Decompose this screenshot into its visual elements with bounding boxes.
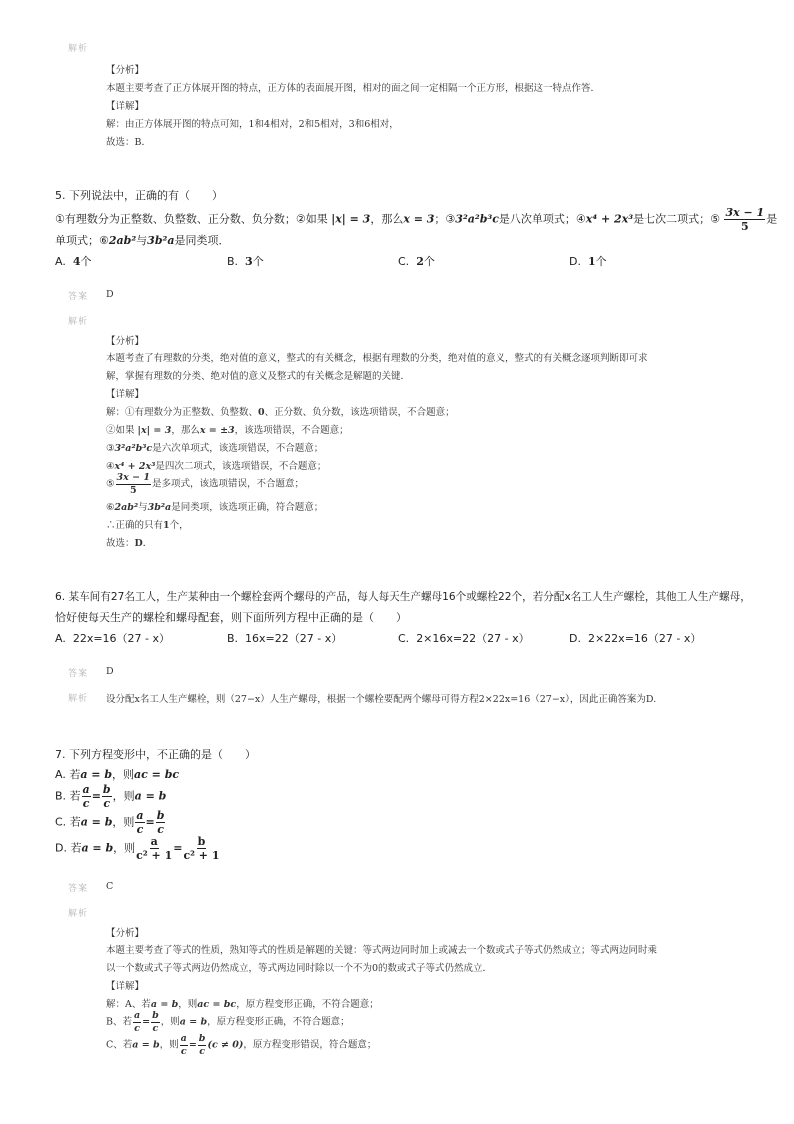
q7c-frac-2: $\frac{b}{c}$: [156, 809, 165, 836]
solution-text: 解：由正方体展开图的特点可知，1和4相对，2和5相对，3和6相对，: [106, 119, 399, 130]
q7-stepb-frac-1: $\frac{a}{c}$: [133, 1010, 141, 1034]
q5-step-3: ③3²a²b³c是六次单项式，该选项错误，不合题意；: [106, 443, 324, 454]
q7-heading-xiangjie: 【详解】: [106, 981, 145, 992]
q6-option-c[interactable]: C. 2×16x=22（27 - x）: [398, 632, 530, 645]
q6-explanation: 设分配x名工人生产螺栓，则（27−x）人生产螺母，根据一个螺栓要配两个螺母可得方程2×22x=16（27−x），因此正确答案为D.: [106, 694, 657, 705]
q7-heading-fenxi: 【分析】: [106, 928, 145, 939]
q5-step-4: ④x⁴ + 2x³是四次二项式，该选项错误，不合题意；: [106, 461, 327, 472]
q5-stem-line1: ①有理数分为正整数、负整数、正分数、负分数；②如果 |x| = 3，那么x = 3；③3²a²b³c是八次单项式；④x⁴ + 2x³是七次二项式；⑤ $\frac{3x - 1}{5}$ 是: [55, 206, 778, 233]
q6-answer: D: [106, 666, 114, 677]
q6-label-daan: 答案: [68, 669, 89, 679]
q6-label-jiexi: 解析: [68, 694, 89, 704]
q7-option-c[interactable]: C. 若a = b，则 $\frac{a}{c}$ = $\frac{b}{c}$: [55, 809, 165, 836]
conclusion-text: 故选：B．: [106, 137, 151, 148]
q6-stem-line2: 恰好使每天生产的螺栓和螺母配套，则下面所列方程中正确的是（ ）: [55, 611, 407, 624]
heading-xiangjie: 【详解】: [106, 101, 145, 112]
q5-option-a[interactable]: A. 4个: [55, 255, 92, 268]
q5-conclusion: 故选：D．: [106, 538, 153, 549]
q7c-frac-1: $\frac{a}{c}$: [136, 809, 144, 836]
q7-analysis-line2: 以一个数或式子等式两边仍然成立，等式两边同时除以一个不为0的数或式子等式仍然成立．: [106, 963, 493, 974]
q5-analysis-line1: 本题考查了有理数的分类，绝对值的意义，整式的有关概念，根据有理数的分类，绝对值的意义，整式的有关概念逐项判断即可求: [106, 353, 648, 364]
q5-answer: D: [106, 289, 114, 300]
q7-option-a[interactable]: A. 若a = b，则ac = bc: [55, 768, 180, 781]
heading-fenxi: 【分析】: [106, 65, 145, 76]
q5-label-daan: 答案: [68, 292, 89, 302]
q5-option-d[interactable]: D. 1个: [569, 255, 607, 268]
q6-stem-line1: 6. 某车间有27名工人，生产某种由一个螺栓套两个螺母的产品，每人每天生产螺母16个或螺栓22个，若分配x名工人生产螺栓，其他工人生产螺母，: [55, 591, 751, 603]
q7-step-c: C、若a = b，则 $\frac{a}{c}$ = $\frac{b}{c}$ (c ≠ 0)，原方程变形错误，符合题意；: [106, 1033, 377, 1057]
q7-label-jiexi: 解析: [68, 909, 89, 919]
q5-stem-line2: 单项式；⑥2ab²与3b²a是同类项．: [55, 234, 230, 247]
q5-fraction: $\frac{3x - 1}{5}$: [725, 206, 765, 233]
q7b-frac-1: $\frac{a}{c}$: [82, 783, 90, 810]
q5-label-jiexi: 解析: [68, 317, 89, 327]
q5-heading-xiangjie: 【详解】: [106, 389, 145, 400]
q5-option-c[interactable]: C. 2个: [398, 255, 435, 268]
q7-stepb-frac-2: $\frac{b}{c}$: [152, 1010, 159, 1034]
q7-option-d[interactable]: D. 若a = b，则 $\frac{a}{\text{c² + 1}}$ = $\frac{b}{\text{c² + 1}}$: [55, 835, 220, 862]
q5-step-2: ②如果 |x| = 3，那么x = ±3，该选项错误，不合题意；: [106, 425, 349, 436]
q5-option-b[interactable]: B. 3个: [227, 255, 264, 268]
q7d-frac-2: $\frac{b}{\text{c² + 1}}$: [183, 835, 220, 862]
q6-option-d[interactable]: D. 2×22x=16（27 - x）: [569, 632, 702, 645]
q6-option-b[interactable]: B. 16x=22（27 - x）: [227, 632, 343, 645]
q6-option-a[interactable]: A. 22x=16（27 - x）: [55, 632, 171, 645]
q5-step-1: 解：①有理数分为正整数、负整数、0、正分数、负分数，该选项错误，不合题意；: [106, 407, 455, 418]
q7-label-daan: 答案: [68, 884, 89, 894]
q7-stepc-frac-2: $\frac{b}{c}$: [198, 1033, 206, 1057]
q7d-frac-1: $\frac{a}{\text{c² + 1}}$: [136, 835, 173, 862]
q7-option-b[interactable]: B. 若 $\frac{a}{c}$ = $\frac{b}{c}$ ，则a = b: [55, 783, 167, 810]
q5-heading-fenxi: 【分析】: [106, 336, 145, 347]
q7-analysis-line1: 本题主要考查了等式的性质，熟知等式的性质是解题的关键：等式两边同时加上或减去一个数或式子等式仍然成立；等式两边同时乘: [106, 945, 658, 956]
q7-answer: C: [106, 881, 114, 892]
analysis-text: 本题主要考查了正方体展开图的特点，正方体的表面展开图，相对的面之间一定相隔一个正方形，根据这一特点作答．: [106, 83, 601, 94]
q5-analysis-line2: 解，掌握有理数的分类、绝对值的意义及整式的有关概念是解题的关键．: [106, 371, 411, 382]
label-jiexi: 解析: [68, 44, 89, 54]
q5-stem: 5. 下列说法中，正确的有（ ）: [55, 189, 223, 202]
q7b-frac-2: $\frac{b}{c}$: [102, 783, 111, 810]
q5-step-5: ⑤ $\frac{3x - 1}{5}$ 是多项式，该选项错误，不合题意；: [106, 472, 305, 496]
q5-step-6: ⑥2ab²与3b²a是同类项，该选项正确，符合题意；: [106, 502, 324, 513]
q7-step-a: 解：A、若a = b，则ac = bc，原方程变形正确，不符合题意；: [106, 999, 379, 1010]
q5-step-7: ∴正确的只有1个，: [106, 520, 189, 531]
q7-stepc-frac-1: $\frac{a}{c}$: [180, 1033, 187, 1057]
q5-step5-fraction: $\frac{3x - 1}{5}$: [116, 472, 150, 496]
q7-step-b: B、若 $\frac{a}{c}$ = $\frac{b}{c}$ ，则a = b，原方程变形正确，不符合题意；: [106, 1010, 350, 1034]
q7-stem: 7. 下列方程变形中，不正确的是（ ）: [55, 748, 256, 761]
